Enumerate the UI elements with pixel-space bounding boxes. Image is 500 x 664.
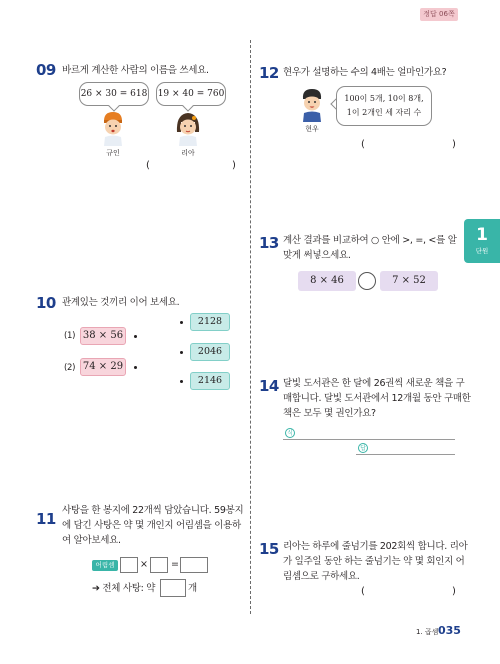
- q12-paren-open: (: [361, 139, 365, 150]
- q13-text-line-1: 계산 결과를 비교하여 ○ 안에 >, =, <를 알: [283, 235, 457, 246]
- girl-character-icon: [173, 110, 203, 146]
- q10-label-1: (1): [64, 331, 76, 341]
- q09-name-2: 리아: [181, 149, 195, 157]
- q11-unit: 개: [188, 583, 197, 594]
- q15-answer-blank[interactable]: [369, 586, 451, 600]
- q13-compare-circle[interactable]: [358, 272, 376, 290]
- q15-paren-open: (: [361, 586, 365, 597]
- q14-answer-mark: 답: [358, 443, 368, 453]
- q10-left-box-1[interactable]: 38 × 56: [80, 327, 126, 345]
- q10-right-dot-2[interactable]: [180, 351, 183, 354]
- q10-right-dot-1[interactable]: [180, 321, 183, 324]
- q10-left-dot-2[interactable]: [134, 366, 137, 369]
- q15-text-line-3: 림셈으로 구하세요.: [283, 571, 360, 582]
- q11-number: 11: [36, 510, 56, 528]
- q11-estimate-box-2[interactable]: [150, 557, 168, 573]
- q11-estimate-box-3[interactable]: [180, 557, 208, 573]
- answer-page-tag: 정답 06쪽: [420, 8, 458, 21]
- q14-text-line-1: 달빛 도서관은 한 달에 26권씩 새로운 책을 구: [283, 378, 465, 389]
- footer-chapter: 1. 곱셈: [416, 628, 439, 636]
- q12-bubble-line-2: 1이 2개인 세 자리 수: [346, 108, 422, 117]
- q13-number: 13: [259, 234, 279, 252]
- q09-bubble-1-text: 26 × 30 = 618: [80, 89, 148, 99]
- q09-answer-blank[interactable]: [154, 160, 232, 174]
- q11-total-box[interactable]: [160, 579, 186, 597]
- column-divider: [250, 40, 251, 614]
- q15-number: 15: [259, 540, 279, 558]
- q14-number: 14: [259, 377, 279, 395]
- q09-name-1: 규인: [106, 149, 120, 157]
- q12-paren-close: ): [452, 139, 456, 150]
- q10-right-box-3[interactable]: 2146: [190, 372, 230, 390]
- q12-number: 12: [259, 64, 279, 82]
- q14-formula-line[interactable]: [283, 439, 455, 440]
- q14-formula-mark: 식: [285, 428, 295, 438]
- q13-text-line-2: 맞게 써넣으세요.: [283, 250, 351, 261]
- q12-text: 현우가 설명하는 수의 4배는 얼마인가요?: [283, 67, 447, 78]
- q09-paren-close: ): [232, 160, 236, 171]
- q09-bubble-2-text: 19 × 40 = 760: [157, 89, 225, 99]
- q15-text-line-1: 리아는 하루에 줄넘기를 202회씩 합니다. 리아: [283, 541, 468, 552]
- q14-text-line-3: 책은 모두 몇 권인가요?: [283, 408, 376, 419]
- q10-right-box-1[interactable]: 2128: [190, 313, 230, 331]
- q11-text-line-1: 사탕을 한 봉지에 22개씩 담았습니다. 59봉지: [62, 505, 244, 516]
- q15-text-line-2: 가 일주일 동안 하는 줄넘기는 약 몇 회인지 어: [283, 556, 465, 567]
- q12-bubble-line-1: 100이 5개, 10이 8개,: [344, 94, 424, 103]
- chapter-tab-label: 단원: [475, 247, 489, 255]
- q11-text-line-3: 여 알아보세요.: [62, 535, 121, 546]
- chapter-tab-number: 1: [476, 225, 488, 245]
- q12-name: 현우: [305, 125, 319, 133]
- q13-left-expr: 8 × 46: [298, 271, 356, 291]
- q09-text: 바르게 계산한 사람의 이름을 쓰세요.: [62, 65, 209, 76]
- q11-estimate-box-1[interactable]: [120, 557, 138, 573]
- q11-times-sign: ×: [140, 559, 148, 570]
- q10-right-dot-3[interactable]: [180, 380, 183, 383]
- q15-paren-close: ): [452, 586, 456, 597]
- q11-text-line-2: 에 담긴 사탕은 약 몇 개인지 어림셈을 이용하: [62, 520, 241, 531]
- q14-text-line-2: 매합니다. 달빛 도서관에서 12개월 동안 구매한: [283, 393, 471, 404]
- q12-answer-blank[interactable]: [369, 139, 451, 153]
- q09-number: 09: [36, 61, 56, 79]
- footer-page-number: 035: [438, 624, 461, 637]
- q14-answer-line[interactable]: [356, 454, 455, 455]
- hyunwoo-character-icon: [297, 86, 327, 122]
- q10-left-box-2[interactable]: 74 × 29: [80, 358, 126, 376]
- q10-right-box-2[interactable]: 2046: [190, 343, 230, 361]
- q10-number: 10: [36, 294, 56, 312]
- chapter-tab: [464, 219, 500, 263]
- q12-bubble: [336, 86, 432, 126]
- q11-estimate-label: 어림셈: [92, 560, 118, 571]
- q10-text: 관계있는 것끼리 이어 보세요.: [62, 297, 180, 308]
- q11-total-prefix: ➔ 전체 사탕: 약: [92, 583, 156, 594]
- q09-paren-open: (: [146, 160, 150, 171]
- q10-left-dot-1[interactable]: [134, 335, 137, 338]
- q10-label-2: (2): [64, 363, 76, 373]
- boy-character-icon: [98, 110, 128, 146]
- q13-right-expr: 7 × 52: [380, 271, 438, 291]
- q11-equals-sign: =: [171, 559, 179, 570]
